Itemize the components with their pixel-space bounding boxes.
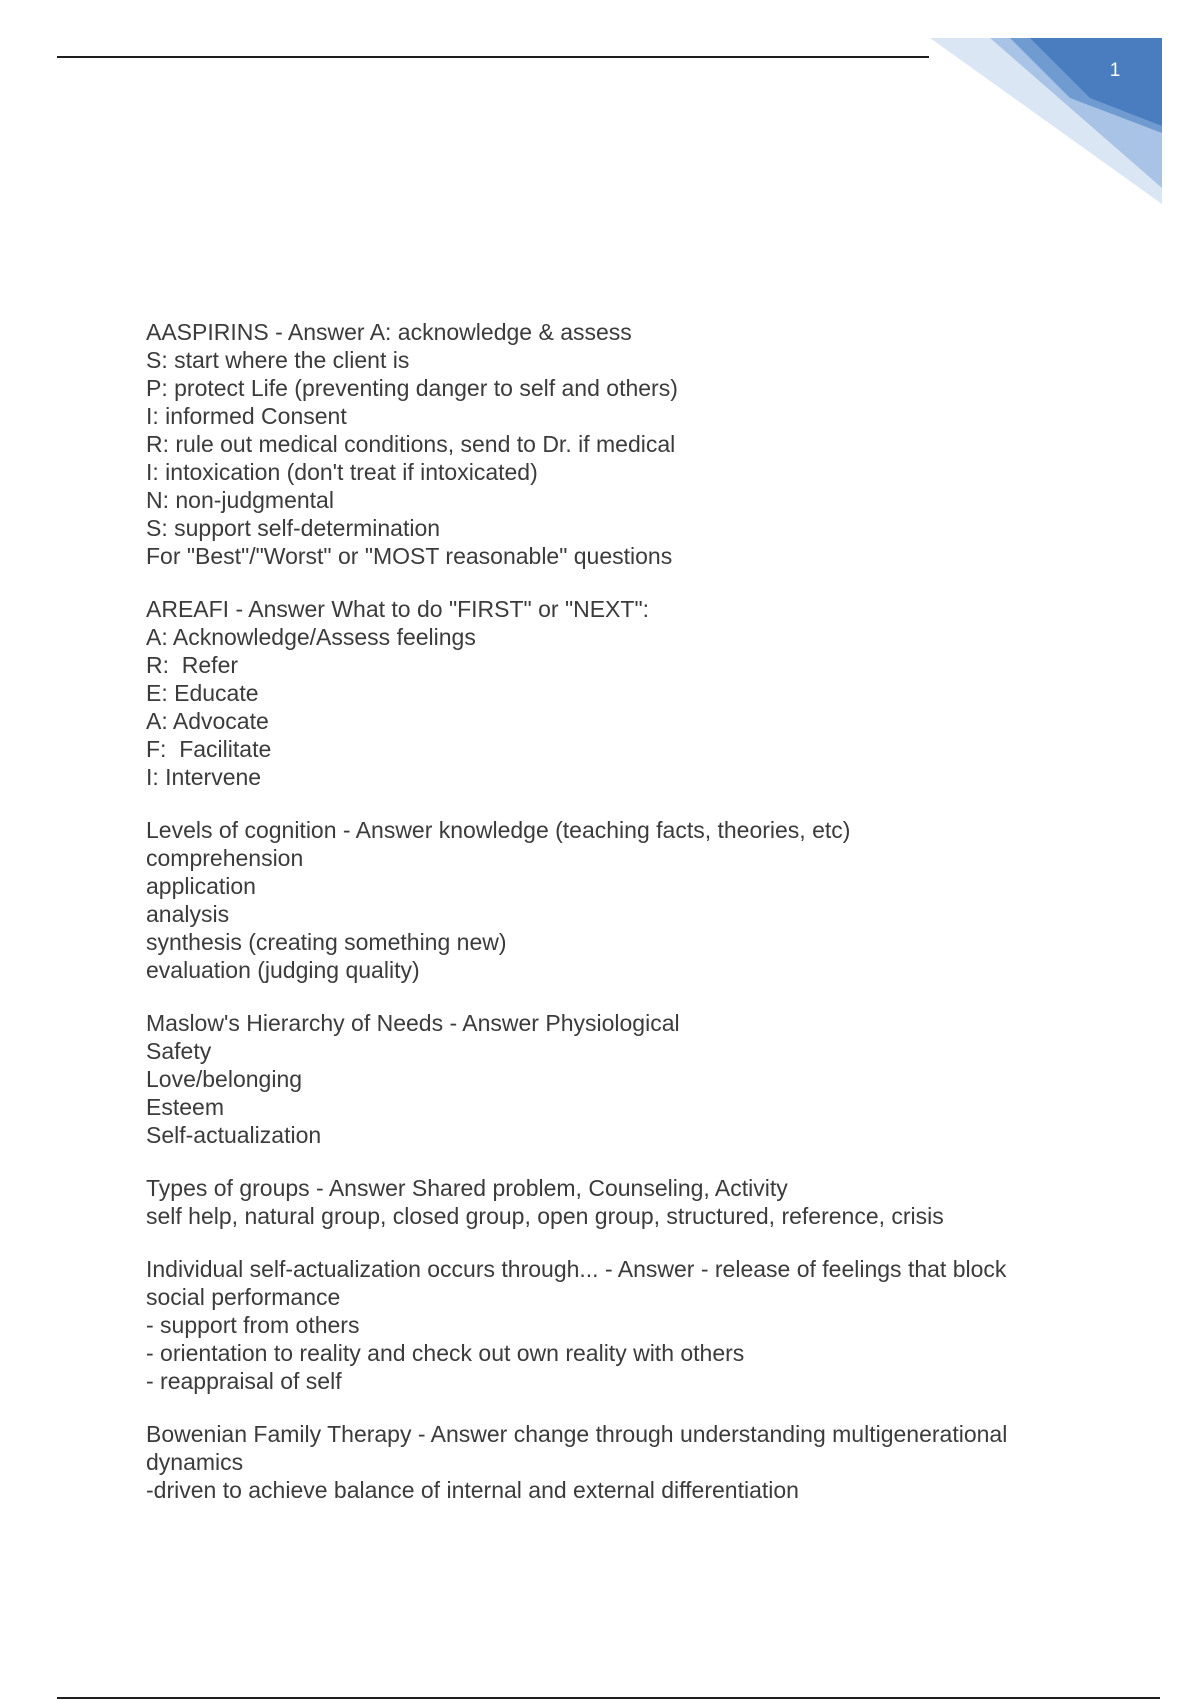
flashcard-block [146, 816, 1076, 984]
flashcard-block [146, 1174, 1076, 1230]
flashcard-answer-line: Esteem [146, 1094, 224, 1120]
flashcard-answer-line: S: support self-determination [146, 515, 441, 541]
document-body [146, 318, 1076, 1529]
flashcard-answer-line: application [146, 873, 256, 899]
flashcard-answer-line: Self-actualization [146, 1122, 322, 1148]
flashcard-answer-line: Love/belonging [146, 1066, 303, 1092]
flashcard-block [146, 1255, 1076, 1395]
flashcard-question-line: AASPIRINS - Answer A: acknowledge & assess [146, 319, 632, 345]
flashcard-answer-line: Safety [146, 1038, 212, 1064]
flashcard-answer-line: R: Refer [146, 652, 239, 678]
flashcard-answer-line: dynamics [146, 1449, 244, 1475]
flashcard-answer-line: evaluation (judging quality) [146, 957, 420, 983]
flashcard-answer-line: self help, natural group, closed group, open group, structured, reference, crisis [146, 1203, 944, 1229]
flashcard-question-line: AREAFI - Answer What to do "FIRST" or "NEXT": [146, 596, 650, 622]
flashcard-answer-line: comprehension [146, 845, 304, 871]
flashcard-answer-line: social performance [146, 1284, 341, 1310]
flashcard-answer-line: F: Facilitate [146, 736, 272, 762]
flashcard-answer-line: I: intoxication (don't treat if intoxicated) [146, 459, 538, 485]
flashcard-answer-line: synthesis (creating something new) [146, 929, 507, 955]
footer-rule [57, 1697, 1160, 1699]
flashcard-question-line: Bowenian Family Therapy - Answer change through understanding multigenerational [146, 1421, 1008, 1447]
flashcard-answer-line: P: protect Life (preventing danger to self and others) [146, 375, 678, 401]
flashcard-question-line: Individual self-actualization occurs through... - Answer - release of feelings that block [146, 1256, 1007, 1282]
flashcard-answer-line: analysis [146, 901, 230, 927]
flashcard-answer-line: - support from others [146, 1312, 360, 1338]
flashcard-block [146, 1009, 1076, 1149]
header-rule [57, 56, 929, 58]
flashcard-question-line: Types of groups - Answer Shared problem, Counseling, Activity [146, 1175, 788, 1201]
flashcard-answer-line: S: start where the client is [146, 347, 410, 373]
flashcard-answer-line: -driven to achieve balance of internal and external differentiation [146, 1477, 799, 1503]
flashcard-answer-line: A: Acknowledge/Assess feelings [146, 624, 476, 650]
flashcard-answer-line: For "Best"/"Worst" or "MOST reasonable" questions [146, 543, 673, 569]
flashcard-block [146, 595, 1076, 791]
flashcard-answer-line: A: Advocate [146, 708, 269, 734]
flashcard-block [146, 318, 1076, 570]
flashcard-answer-line: - reappraisal of self [146, 1368, 342, 1394]
flashcard-answer-line: E: Educate [146, 680, 259, 706]
flashcard-answer-line: I: informed Consent [146, 403, 347, 429]
page-number: 1 [1109, 60, 1121, 81]
flashcard-question-line: Levels of cognition - Answer knowledge (teaching facts, theories, etc) [146, 817, 851, 843]
flashcard-block [146, 1420, 1076, 1504]
flashcard-answer-line: I: Intervene [146, 764, 262, 790]
flashcard-question-line: Maslow's Hierarchy of Needs - Answer Physiological [146, 1010, 680, 1036]
flashcard-answer-line: - orientation to reality and check out own reality with others [146, 1340, 745, 1366]
flashcard-answer-line: N: non-judgmental [146, 487, 334, 513]
flashcard-answer-line: R: rule out medical conditions, send to Dr. if medical [146, 431, 676, 457]
